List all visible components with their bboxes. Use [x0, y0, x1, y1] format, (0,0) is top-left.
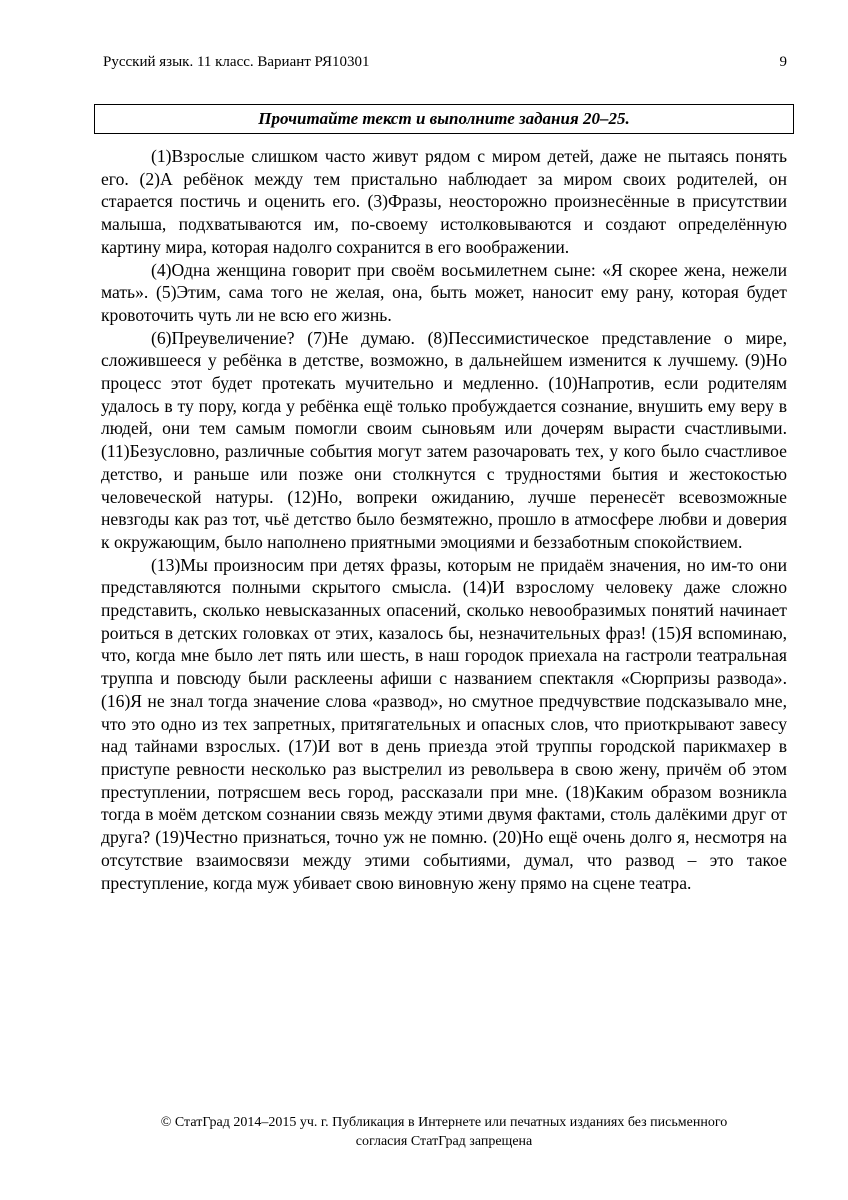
- paragraph-4: (13)Мы произносим при детях фразы, которым не придаём значения, но им-то они представляются полными скрытого смысла. (14)И взрослому человеку даже сложно представить, сколько невысказанных опасений, сколько невообразимых понятий начинает роиться в детских головках от этих, казалось бы, незначительных фраз! (15)Я вспоминаю, что, когда мне было лет пять или шесть, в наш городок приехала на гастроли театральная труппа и повсюду были расклеены афиши с названием спектакля «Сюрпризы развода». (16)Я не знал тогда значение слова «развод», но смутное предчувствие подсказывало мне, что это одно из тех запретных, притягательных и опасных слов, что приоткрывают завесу над тайнами взрослых. (17)И вот в день приезда этой труппы городской парикмахер в приступе ревности несколько раз выстрелил из револьвера в свою жену, причём об этом преступлении, потрясшем весь город, рассказали при мне. (18)Каким образом возникла тогда в моём детском сознании связь между этими двумя фактами, столь далёкими друг от друга? (19)Честно признаться, точно уж не помню. (20)Но ещё очень долго я, несмотря на отсутствие взаимосвязи между этими событиями, думал, что развод – это такое преступление, когда муж убивает свою виновную жену прямо на сцене театра.: [101, 554, 787, 893]
- header-subject: Русский язык. 11 класс. Вариант РЯ10301: [103, 54, 370, 70]
- paragraph-3: (6)Преувеличение? (7)Не думаю. (8)Пессимистическое представление о мире, сложившееся у ребёнка в детстве, возможно, в дальнейшем изменится к лучшему. (9)Но процесс этот будет протекать мучительно и медленно. (10)Напротив, если родителям удалось в ту пору, когда у ребёнка ещё только пробуждается сознание, внушить ему веру в людей, они тем самым помогли своим сыновьям или дочерям вырасти счастливыми. (11)Безусловно, различные события могут затем разочаровать тех, у кого было счастливое детство, и раньше или позже они столкнутся с трудностями бытия и жестокостью человеческой натуры. (12)Но, вопреки ожиданию, лучше перенесёт всевозможные невзгоды как раз тот, чьё детство было безмятежно, прошло в атмосфере любви и доверия к окружающим, было наполнено приятными эмоциями и беззаботным спокойствием.: [101, 327, 787, 552]
- task-instruction: Прочитайте текст и выполните задания 20–25.: [258, 109, 630, 128]
- footer-line-1: © СтатГрад 2014–2015 уч. г. Публикация в Интернете или печатных изданиях без письменного: [160, 1115, 728, 1130]
- task-instruction-box: [94, 104, 794, 134]
- footer-line-2: согласия СтатГрад запрещена: [355, 1134, 533, 1149]
- page-number: 9: [779, 54, 787, 70]
- paragraph-1: (1)Взрослые слишком часто живут рядом с миром детей, даже не пытаясь понять его. (2)А ребёнок между тем пристально наблюдает за миром своих родителей, он старается постичь и оценить его. (3)Фразы, неосторожно произнесённые в присутствии малыша, подхватываются им, по-своему истолковываются и создают определённую картину мира, которая надолго сохранится в его воображении.: [101, 146, 787, 257]
- paragraph-2: (4)Одна женщина говорит при своём восьмилетнем сыне: «Я скорее жена, нежели мать». (5)Этим, сама того не желая, она, быть может, наносит ему рану, которая будет кровоточить чуть ли не всю его жизнь.: [101, 259, 787, 325]
- page-header: [103, 52, 787, 72]
- copyright-footer: [100, 1113, 788, 1151]
- reading-text: [101, 145, 787, 894]
